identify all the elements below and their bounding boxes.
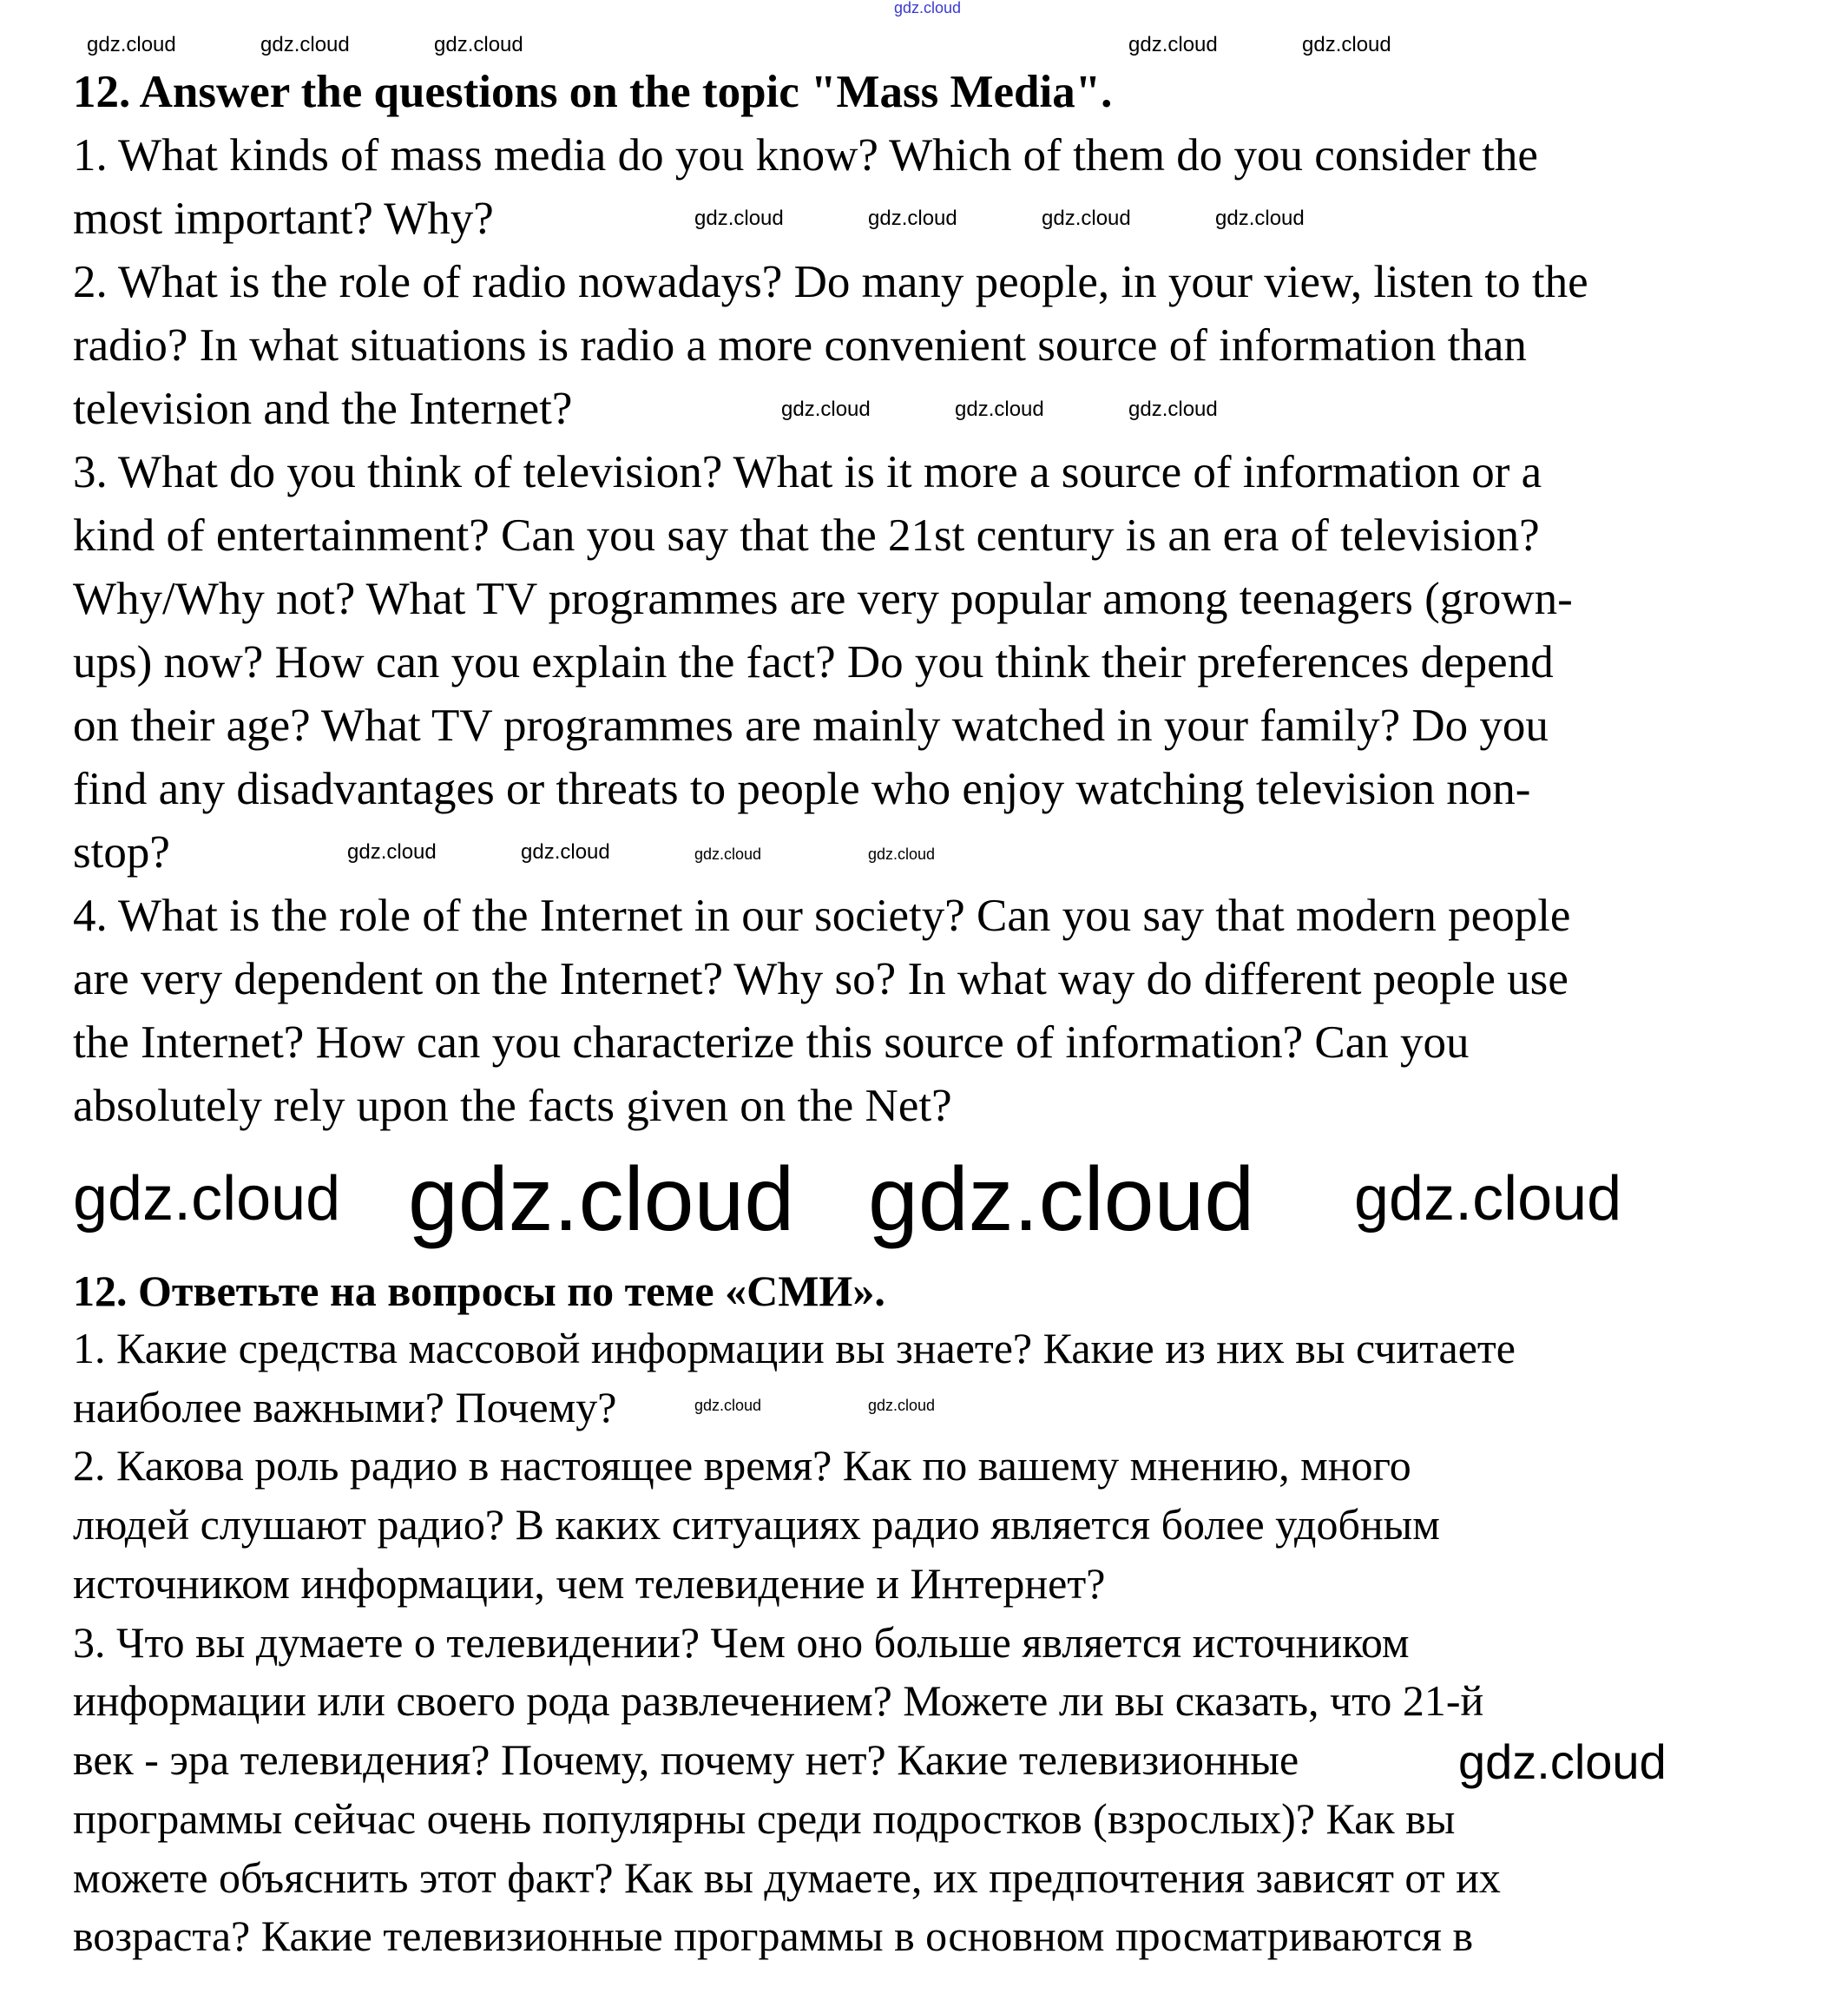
watermark: gdz.cloud bbox=[521, 840, 610, 864]
text-line: наиболее важными? Почему? bbox=[73, 1383, 617, 1431]
text-line: 2. What is the role of radio nowadays? Do many people, in your view, listen to the bbox=[73, 257, 1588, 307]
watermark: gdz.cloud bbox=[955, 398, 1044, 421]
text-line: absolutely rely upon the facts given on the Net? bbox=[73, 1081, 952, 1131]
watermark: gdz.cloud bbox=[87, 33, 176, 56]
watermark: gdz.cloud bbox=[781, 398, 871, 421]
text-line: most important? Why? bbox=[73, 194, 494, 244]
watermark: gdz.cloud bbox=[868, 845, 936, 863]
watermark: gdz.cloud bbox=[1215, 207, 1305, 230]
watermark: gdz.cloud bbox=[868, 207, 957, 230]
text-line: век - эра телевидения? Почему, почему нет? Какие телевизионные bbox=[73, 1735, 1299, 1784]
watermark: gdz.cloud bbox=[260, 33, 350, 56]
watermark: gdz.cloud bbox=[347, 840, 437, 864]
watermark: gdz.cloud bbox=[894, 0, 962, 16]
text-line: kind of entertainment? Can you say that the 21st century is an era of television? bbox=[73, 510, 1540, 561]
text-line: find any disadvantages or threats to people who enjoy watching television non- bbox=[73, 764, 1531, 814]
watermark: gdz.cloud bbox=[1302, 33, 1391, 56]
watermark: gdz.cloud bbox=[434, 33, 523, 56]
text-line: stop? bbox=[73, 827, 170, 878]
text-line: the Internet? How can you characterize this source of information? Can you bbox=[73, 1017, 1470, 1068]
watermark: gdz.cloud bbox=[694, 207, 784, 230]
text-line: Why/Why not? What TV programmes are very popular among teenagers (grown- bbox=[73, 574, 1573, 624]
watermark: gdz.cloud bbox=[1128, 33, 1218, 56]
watermark: gdz.cloud bbox=[1458, 1734, 1667, 1789]
text-line: 2. Какова роль радио в настоящее время? Как по вашему мнению, много bbox=[73, 1441, 1411, 1490]
text-line: программы сейчас очень популярны среди подростков (взрослых)? Как вы bbox=[73, 1794, 1456, 1843]
text-line: on their age? What TV programmes are mainly watched in your family? Do you bbox=[73, 701, 1549, 751]
text-line: 1. Какие средства массовой информации вы знаете? Какие из них вы считаете bbox=[73, 1324, 1516, 1372]
english-title: 12. Answer the questions on the topic "Mass Media". bbox=[73, 67, 1113, 117]
text-line: 1. What kinds of mass media do you know? Which of them do you consider the bbox=[73, 130, 1538, 181]
text-line: источником информации, чем телевидение и Интернет? bbox=[73, 1559, 1106, 1608]
watermark: gdz.cloud bbox=[408, 1149, 795, 1250]
text-line: 3. Что вы думаете о телевидении? Чем оно больше является источником bbox=[73, 1618, 1410, 1667]
watermark: gdz.cloud bbox=[1128, 398, 1218, 421]
watermark: gdz.cloud bbox=[694, 845, 762, 863]
text-line: are very dependent on the Internet? Why so? In what way do different people use bbox=[73, 954, 1568, 1004]
russian-title: 12. Ответьте на вопросы по теме «СМИ». bbox=[73, 1266, 885, 1315]
text-line: возраста? Какие телевизионные программы в основном просматриваются в bbox=[73, 1911, 1474, 1960]
watermark: gdz.cloud bbox=[73, 1164, 341, 1234]
text-line: можете объяснить этот факт? Как вы думаете, их предпочтения зависят от их bbox=[73, 1853, 1501, 1902]
text-line: television and the Internet? bbox=[73, 384, 573, 434]
text-line: людей слушают радио? В каких ситуациях радио является более удобным bbox=[73, 1500, 1440, 1549]
text-line: ups) now? How can you explain the fact? Do you think their preferences depend bbox=[73, 637, 1554, 688]
watermark: gdz.cloud bbox=[694, 1397, 762, 1414]
watermark: gdz.cloud bbox=[1354, 1164, 1622, 1234]
text-line: 3. What do you think of television? What is it more a source of information or a bbox=[73, 447, 1542, 497]
text-line: radio? In what situations is radio a more convenient source of information than bbox=[73, 320, 1527, 371]
text-line: 4. What is the role of the Internet in our society? Can you say that modern people bbox=[73, 891, 1571, 941]
watermark: gdz.cloud bbox=[868, 1397, 936, 1414]
watermark: gdz.cloud bbox=[1042, 207, 1131, 230]
text-line: информации или своего рода развлечением? Можете ли вы сказать, что 21-й bbox=[73, 1676, 1484, 1725]
watermark: gdz.cloud bbox=[868, 1149, 1255, 1250]
